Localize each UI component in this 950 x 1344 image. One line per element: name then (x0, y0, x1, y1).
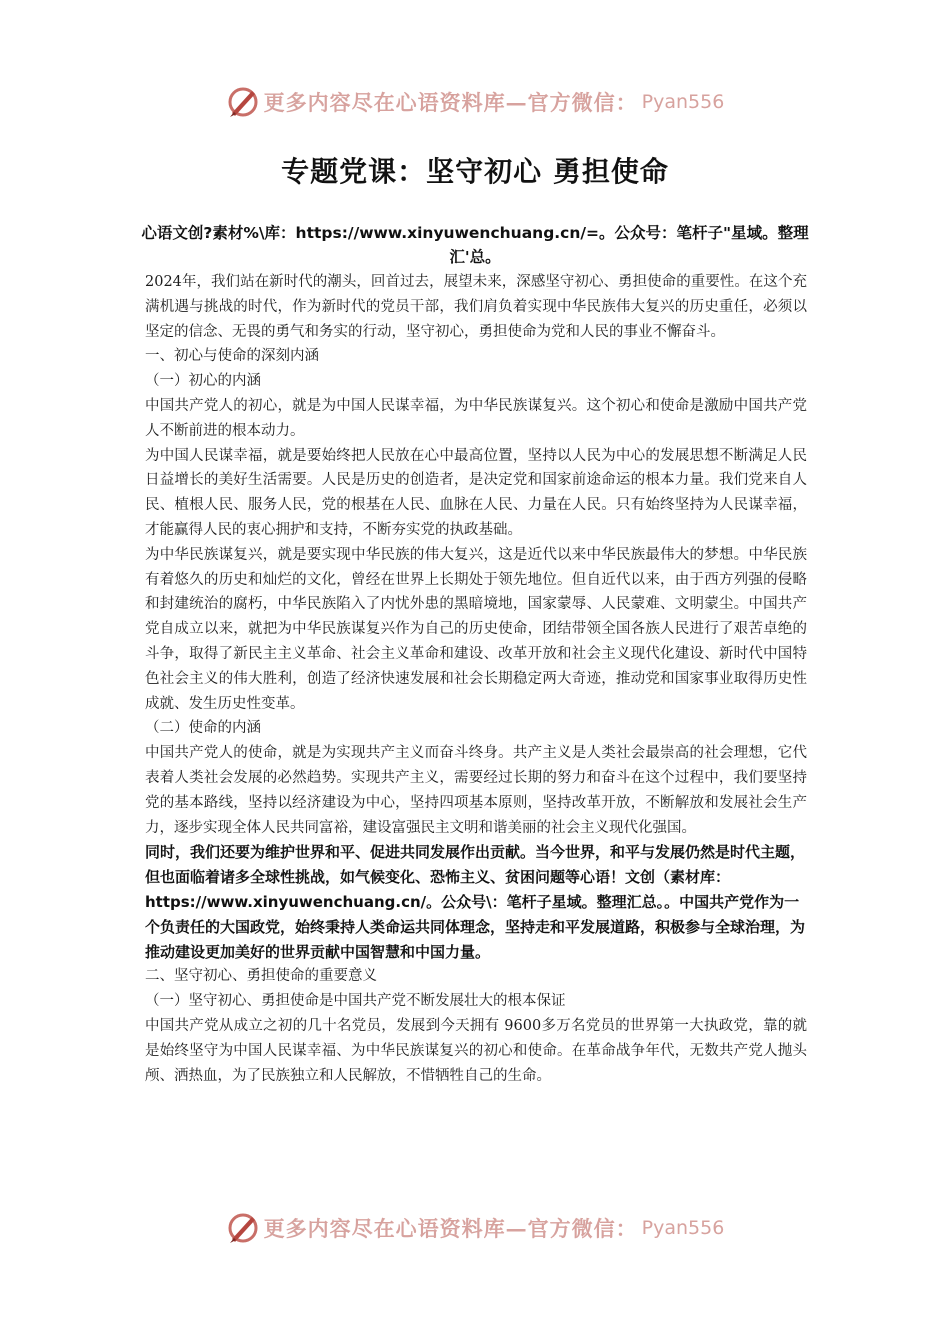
banner-text: 更多内容尽在心语资料库—官方微信： (263, 1216, 638, 1241)
banner-wechat-id: Pyan556 (641, 1217, 725, 1239)
header-banner (0, 82, 950, 122)
section-heading: 二、坚守初心、勇担使命的重要意义 (145, 968, 377, 985)
paragraph: 为中国人民谋幸福，就是要始终把人民放在心中最高位置，坚持以人民为中心的发展思想不断满足人民日益增长的美好生活需要。人民是历史的创造者，是决定党和国家前途命运的根本力量。我们党来自人民、植根人民、服务人民，党的根基在人民、血脉在人民、力量在人民。只有始终坚持为人民谋幸福，才能赢得人民的衷心拥护和支持，不断夯实党的执政基础。 (145, 447, 807, 538)
document-body (145, 270, 807, 1088)
subsection-heading: （一）初心的内涵 (145, 373, 261, 390)
page-title: 专题党课：坚守初心 勇担使命 (281, 155, 669, 188)
paragraph: 中国共产党从成立之初的几十名党员，发展到今天拥有 9600多万名党员的世界第一大执政党，靠的就是始终坚守为中国人民谋幸福、为中华民族谋复兴的初心和使命。在革命战争年代，无数共产党人抛头颅、洒热血，为了民族独立和人民解放，不惜牺牲自己的生命。 (145, 1017, 807, 1084)
paragraph: 2024年，我们站在新时代的潮头，回首过去，展望未来，深感坚守初心、勇担使命的重要性。在这个充满机遇与挑战的时代，作为新时代的党员干部，我们肩负着实现中华民族伟大复兴的历史重任，必须以坚定的信念、无畏的勇气和务实的行动，坚守初心，勇担使命为党和人民的事业不懈奋斗。 (145, 274, 807, 340)
section-heading: 一、初心与使命的深刻内涵 (145, 348, 319, 365)
brush-logo-icon (226, 85, 260, 119)
subsection-heading: （一）坚守初心、勇担使命是中国共产党不断发展壮大的根本保证 (145, 993, 566, 1010)
banner-text: 更多内容尽在心语资料库—官方微信： (263, 90, 638, 115)
source-line: 心语文创?素材%\库：https://www.xinyuwenchuang.cn/=。公众号：笔杆子"星域。整理汇'总。 (141, 224, 809, 266)
footer-banner (0, 1208, 950, 1248)
banner-wechat-id: Pyan556 (641, 91, 725, 113)
paragraph: 中国共产党人的使命，就是为实现共产主义而奋斗终身。共产主义是人类社会最崇高的社会理想，它代表着人类社会发展的必然趋势。实现共产主义，需要经过长期的努力和奋斗在这个过程中，我们要坚持党的基本路线，坚持以经济建设为中心，坚持四项基本原则，坚持改革开放，不断解放和发展社会生产力，逐步实现全体人民共同富裕，建设富强民主文明和谐美丽的社会主义现代化强国。 (145, 745, 807, 836)
paragraph: 中国共产党人的初心，就是为中国人民谋幸福，为中华民族谋复兴。这个初心和使命是激励中国共产党人不断前进的根本动力。 (145, 397, 807, 439)
subsection-heading: （二）使命的内涵 (145, 720, 261, 737)
brush-logo-icon (226, 1211, 260, 1245)
bold-paragraph: 同时，我们还要为维护世界和平、促进共同发展作出贡献。当今世界，和平与发展仍然是时代主题，但也面临着诸多全球性挑战，如气候变化、恐怖主义、贫困问题等心语！文创（素材库：https://www.xinyuwenchuang.cn/。公众号\：笔杆子星域。整理汇总。。中国共产党作为一个负责任的大国政党，始终秉持人类命运共同体理念，坚持走和平发展道路，积极参与全球治理，为推动建设更加美好的世界贡献中国智慧和中国力量。 (145, 843, 806, 961)
paragraph: 为中华民族谋复兴，就是要实现中华民族的伟大复兴，这是近代以来中华民族最伟大的梦想。中华民族有着悠久的历史和灿烂的文化，曾经在世界上长期处于领先地位。但自近代以来，由于西方列强的侵略和封建统治的腐朽，中华民族陷入了内忧外患的黑暗境地，国家蒙辱、人民蒙难、文明蒙尘。中国共产党自成立以来，就把为中华民族谋复兴作为自己的历史使命，团结带领全国各族人民进行了艰苦卓绝的斗争，取得了新民主主义革命、社会主义革命和建设、改革开放和社会主义现代化建设、新时代中国特色社会主义的伟大胜利，创造了经济快速发展和社会长期稳定两大奇迹，推动党和国家事业取得历史性成就、发生历史性变革。 (145, 546, 807, 712)
